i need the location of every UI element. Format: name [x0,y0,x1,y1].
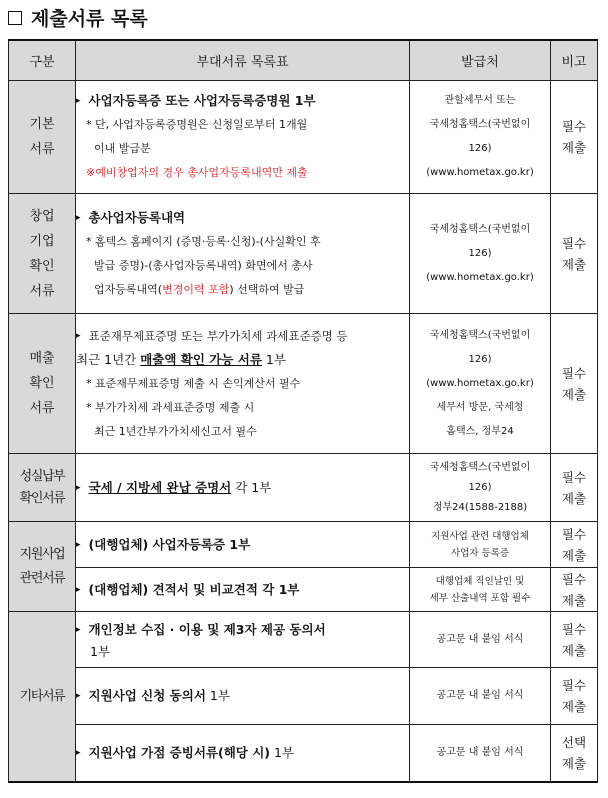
note-other-3: 선택 제출 [551,725,598,782]
documents-support-2 [76,568,410,612]
note-support-1: 필수 제출 [551,522,598,568]
table-row-other-2 [9,668,598,725]
header-note: 비고 [551,40,598,81]
issuer-sales: 국세청홈택스(국번없이 126) (www.hometax.go.kr) 세무서 방문, 국세청 홈택스, 정부24 [410,314,551,454]
documents-basic: ▸ 사업자등록증 또는 사업자등록증명원 1부 * 단, 사업자등록증명원은 신청일로부터 1개월 이내 발급분 ※예비창업자의 경우 총사업자등록내역만 제출 [76,81,410,194]
category-tax: 성실납부 확인서류 [9,454,76,522]
triangle-bullet-icon: ▸ [76,624,81,635]
category-sales: 매출 확인 서류 [9,314,76,454]
documents-support-1 [76,522,410,568]
category-support: 지원사업 관련서류 [9,522,76,612]
issuer-other-1: 공고문 내 붙임 서식 [410,612,551,668]
issuer-support-2: 대행업체 직인날인 및 세부 산출내역 포함 필수 [410,568,551,612]
issuer-other-2: 공고문 내 붙임 서식 [410,668,551,725]
category-other: 기타서류 [9,612,76,782]
triangle-bullet-icon: ▸ [76,747,81,758]
documents-table [8,39,598,783]
issuer-support-1: 지원사업 관련 대행업체 사업자 등록증 [410,522,551,568]
list-item: ▸ 표준재무제표증명 또는 부가가치세 과세표준증명 등 [76,324,409,348]
header-category: 구분 [9,40,76,81]
note-sales: 필수 제출 [551,314,598,454]
issuer-basic: 관할세무서 또는 국세청홈택스(국번없이 126) (www.hometax.go.kr) [410,81,551,194]
category-basic: 기본 서류 [9,81,76,194]
triangle-bullet-icon: ▸ [76,539,81,550]
section-title [8,4,148,31]
note-other-1: 필수 제출 [551,612,598,668]
table-row-sales [9,314,598,454]
table-row-other-3 [9,725,598,782]
checkbox-square-icon [8,11,22,25]
issuer-other-3: 공고문 내 붙임 서식 [410,725,551,782]
table-row-tax [9,454,598,522]
triangle-bullet-icon: ▸ [76,691,81,701]
triangle-bullet-icon: ▸ [76,584,81,595]
note-tax: 필수 제출 [551,454,598,522]
documents-other-3 [76,725,410,782]
list-item: ▸ 총사업자등록내역 [76,206,409,230]
list-item: ▸ 개인정보 수집 · 이용 및 제3자 제공 동의서 [76,618,409,642]
list-item: ▸ (대행업체) 견적서 및 비교견적 각 1부 [76,578,409,602]
triangle-bullet-icon: ▸ [76,212,81,223]
triangle-bullet-icon: ▸ [76,482,81,493]
documents-startup: ▸ 총사업자등록내역 * 홈텍스 홈페이지 (증명·등록·신청)-(사실확인 후 발급 증명)-(총사업자등록내역) 화면에서 총사 업자등록내역(변경이력 포함) 선택하여 발급 [76,194,410,314]
note-other-2: 필수 제출 [551,668,598,725]
table-row-support-1 [9,522,598,568]
documents-other-2 [76,668,410,725]
documents-sales: ▸ 표준재무제표증명 또는 부가가치세 과세표준증명 등 최근 1년간 매출액 확인 가능 서류 1부 * 표준재무제표증명 제출 시 손익계산서 필수 * 부가가치세 과세표준증명 제출 시 최근 1년간부가가치세신고서 필수 [76,314,410,454]
triangle-bullet-icon: ▸ [76,96,81,106]
header-issuer: 발급처 [410,40,551,81]
section-title-text: 제출서류 목록 [31,8,148,30]
note-support-2: 필수 제출 [551,568,598,612]
note-startup: 필수 제출 [551,194,598,314]
documents-other-1: ▸ 개인정보 수집 · 이용 및 제3자 제공 동의서 1부 [76,612,410,668]
table-header-row [9,40,598,81]
list-item: ▸ 국세 / 지방세 완납 증명서 각 1부 [76,476,409,500]
note-basic: 필수 제출 [551,81,598,194]
table-row-startup [9,194,598,314]
category-startup: 창업 기업 확인 서류 [9,194,76,314]
documents-tax [76,454,410,522]
header-documents: 부대서류 목록표 [76,40,410,81]
triangle-bullet-icon: ▸ [76,330,81,341]
issuer-startup: 국세청홈택스(국번없이 126) (www.hometax.go.kr) [410,194,551,314]
list-item: ▸ (대행업체) 사업자등록증 1부 [76,533,409,557]
list-item: ▸ 사업자등록증 또는 사업자등록증명원 1부 [76,89,409,113]
list-item: ▸ 지원사업 신청 동의서 1부 [76,684,409,708]
table-row-support-2 [9,568,598,612]
list-item: ▸ 지원사업 가점 증빙서류(해당 시) 1부 [76,741,409,765]
issuer-tax: 국세청홈택스(국번없이 126) 정부24(1588-2188) [410,454,551,522]
table-row-basic [9,81,598,194]
table-row-other-1 [9,612,598,668]
